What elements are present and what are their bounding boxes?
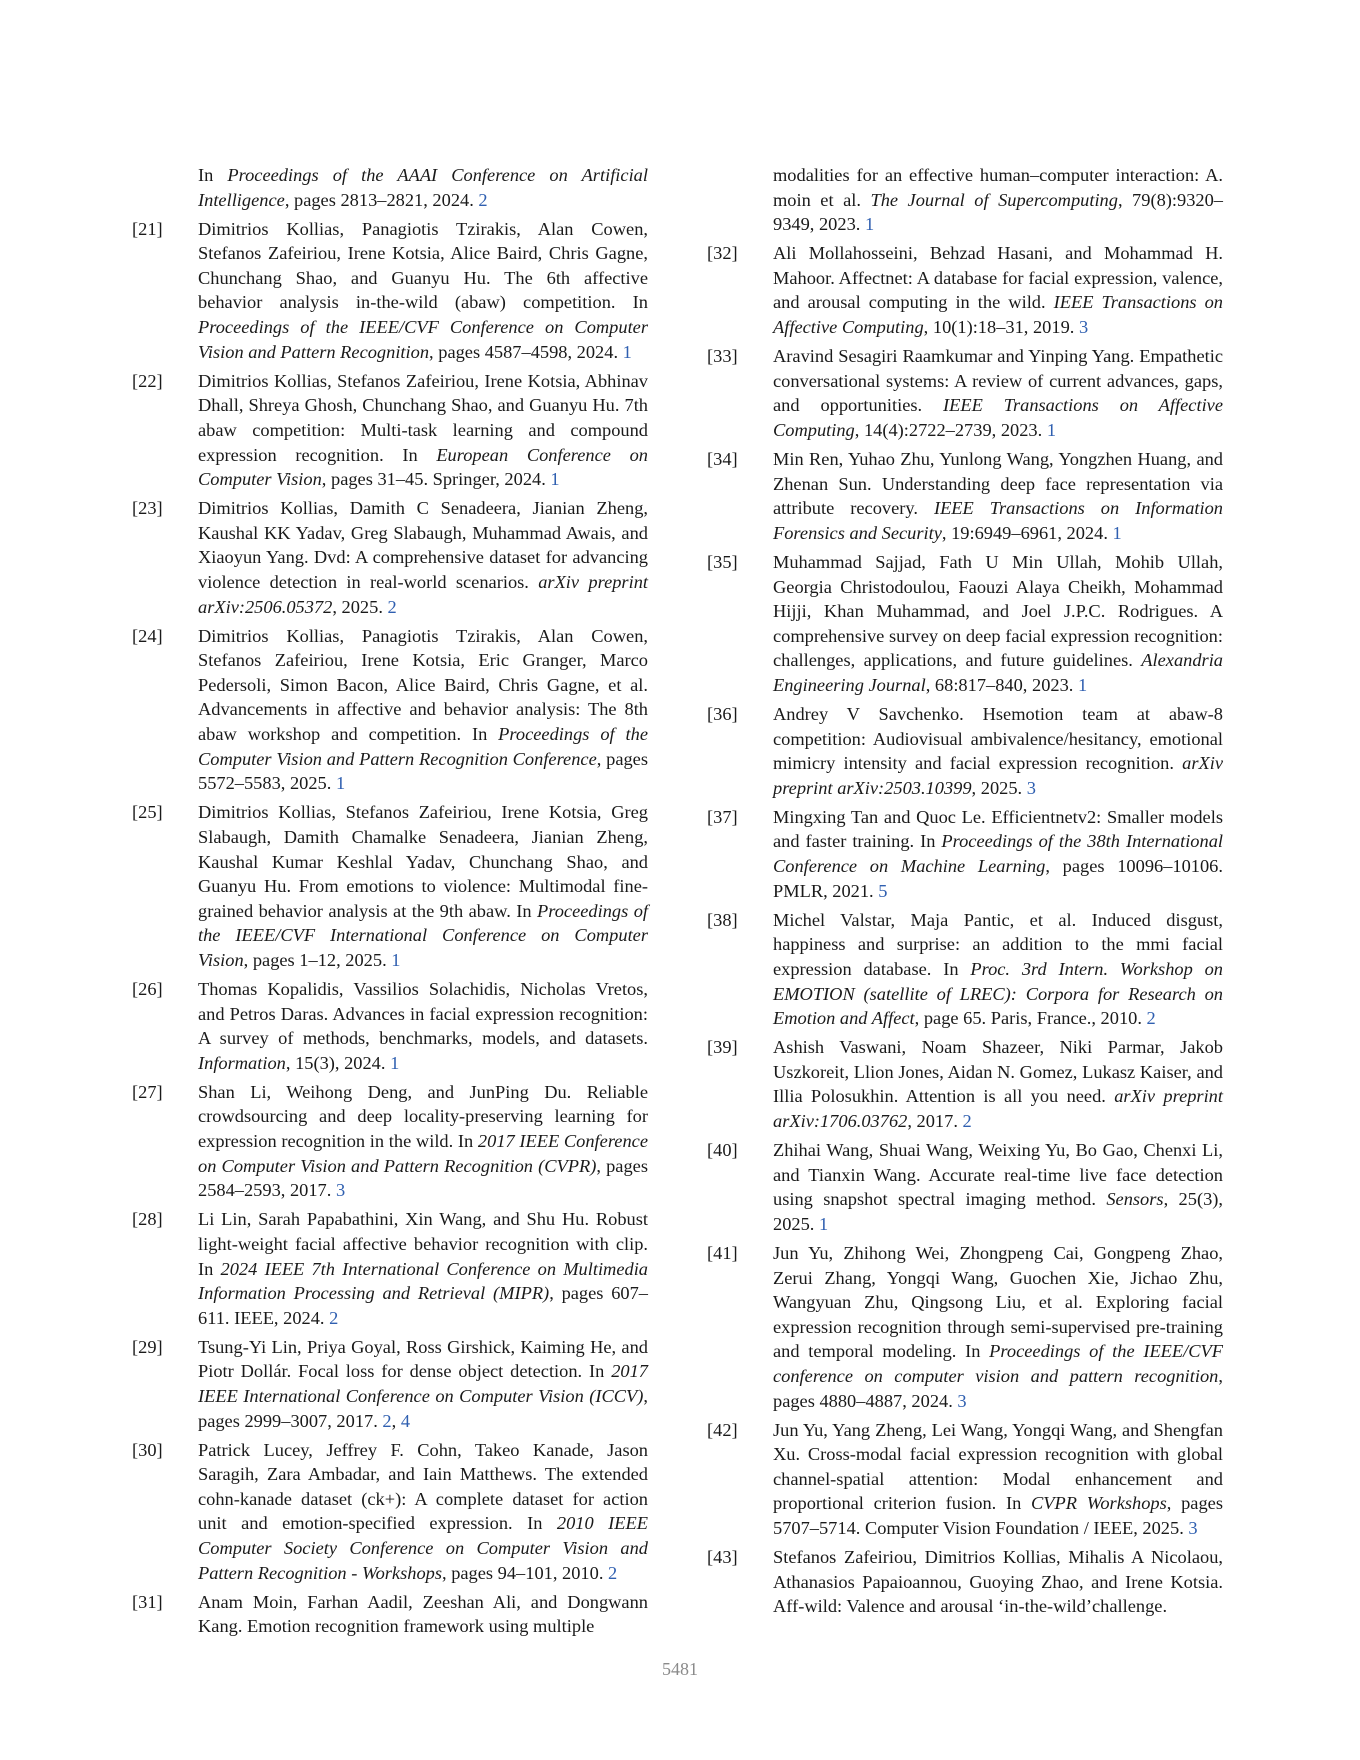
backref-link[interactable]: 2 xyxy=(382,1410,392,1431)
reference-text: Andrey V Savchenko. Hsemotion team at abaw-8 competition: Audiovisual ambivalence/hesitancy, emotional mimicry intensity and facial expression recognition. arXiv preprint arXiv:2503.10399, 2025. 3 xyxy=(773,703,1223,798)
backref-link[interactable]: 3 xyxy=(1026,777,1036,798)
reference-number: [30] xyxy=(132,1439,163,1460)
backref-link[interactable]: 1 xyxy=(550,469,560,490)
reference-text: In Proceedings of the AAAI Conference on Artificial Intelligence, pages 2813–2821, 2024. 2 xyxy=(198,165,648,210)
reference-number: [32] xyxy=(707,243,738,264)
reference-text: Michel Valstar, Maja Pantic, et al. Induced disgust, happiness and surprise: an addition to the mmi facial expression database. In Proc. 3rd Intern. Workshop on EMOTION (satellite of LREC): Corpora for Research on Emotion and Affect, page 65. Paris, France., 2010. 2 xyxy=(773,909,1224,1029)
venue-title: Sensors xyxy=(1106,1189,1164,1210)
venue-title: IEEE Transactions on Affective Computing xyxy=(773,395,1224,440)
venue-title: arXiv preprint arXiv:2503.10399 xyxy=(773,753,1223,798)
backref-link[interactable]: 3 xyxy=(335,1180,346,1201)
backref-link[interactable]: 1 xyxy=(391,949,401,970)
venue-title: The Journal of Supercomputing xyxy=(870,189,1118,210)
reference-text: Mingxing Tan and Quoc Le. Efficientnetv2: Smaller models and faster training. In Proceedings of the 38th International Conference on Machine Learning, pages 10096–10106. PMLR, 2021. 5 xyxy=(773,806,1223,901)
reference-text: Dimitrios Kollias, Stefanos Zafeiriou, Irene Kotsia, Greg Slabaugh, Damith Chamalke Senadeera, Jianian Zheng, Kaushal Kumar Keshlal Yadav, Chunchang Shao, and Guanyu Hu. From emotions to violence: Multimodal fine-grained behavior analysis at the 9th abaw. In Proceedings of the IEEE/CVF International Conference on Computer Vision, pages 1–12, 2025. 1 xyxy=(198,802,649,970)
reference-entry xyxy=(132,496,648,619)
reference-text: Tsung-Yi Lin, Priya Goyal, Ross Girshick, Kaiming He, and Piotr Dollár. Focal loss for dense object detection. In 2017 IEEE International Conference on Computer Vision (ICCV), pages 2999–3007, 2017. 2, 4 xyxy=(198,1336,648,1431)
reference-entry xyxy=(707,805,1223,903)
page-number: 5481 xyxy=(662,1659,698,1679)
reference-entry xyxy=(707,1138,1223,1236)
venue-title: Proceedings of the IEEE/CVF conference on computer vision and pattern recognition xyxy=(773,1341,1223,1386)
reference-text: Min Ren, Yuhao Zhu, Yunlong Wang, Yongzhen Huang, and Zhenan Sun. Understanding deep face representation via attribute recovery. IEEE Transactions on Information Forensics and Security, 19:6949–6961, 2024. 1 xyxy=(773,449,1223,543)
venue-title: 2010 IEEE Computer Society Conference on Computer Vision and Pattern Recognition - Workshops xyxy=(198,1513,648,1583)
venue-title: Proceedings of the IEEE/CVF Conference on Computer Vision and Pattern Recognition xyxy=(198,317,648,362)
reference-entry xyxy=(132,1335,648,1433)
reference-continuation xyxy=(736,163,1223,237)
backref-link[interactable]: 1 xyxy=(1046,419,1057,440)
backref-link[interactable]: 1 xyxy=(622,341,632,362)
reference-entry xyxy=(132,1080,648,1203)
reference-text: Dimitrios Kollias, Damith C Senadeera, Jianian Zheng, Kaushal KK Yadav, Greg Slabaugh, Muhammad Awais, and Xiaoyun Yang. Dvd: A comprehensive dataset for advancing violence detection in real-world scenarios. arXiv preprint arXiv:2506.05372, 2025. 2 xyxy=(198,498,648,617)
venue-title: Proceedings of the Computer Vision and Pattern Recognition Conference xyxy=(198,724,648,769)
backref-link[interactable]: 2 xyxy=(387,596,397,617)
reference-continuation xyxy=(161,163,648,212)
reference-text: Dimitrios Kollias, Panagiotis Tzirakis, Alan Cowen, Stefanos Zafeiriou, Irene Kotsia, Eric Granger, Marco Pedersoli, Simon Bacon, Alice Baird, Chris Gagne, et al. Advancements in affective and behavior analysis: The 8th abaw workshop and competition. In Proceedings of the Computer Vision and Pattern Recognition Conference, pages 5572–5583, 2025. 1 xyxy=(198,625,648,794)
reference-text: Zhihai Wang, Shuai Wang, Weixing Yu, Bo Gao, Chenxi Li, and Tianxin Wang. Accurate real-time live face detection using snapshot spectral imaging method. Sensors, 25(3), 2025. 1 xyxy=(773,1140,1223,1234)
backref-link[interactable]: 3 xyxy=(1078,317,1089,338)
reference-number: [42] xyxy=(707,1419,738,1440)
reference-entry xyxy=(707,1545,1223,1619)
reference-number: [41] xyxy=(707,1242,738,1263)
venue-title: Proceedings of the AAAI Conference on Artificial Intelligence xyxy=(198,165,648,210)
reference-number: [26] xyxy=(132,979,163,999)
reference-entry xyxy=(707,241,1223,339)
reference-number: [21] xyxy=(132,218,163,239)
reference-text: modalities for an effective human–computer interaction: A. moin et al. The Journal of Supercomputing, 79(8):9320–9349, 2023. 1 xyxy=(773,165,1223,235)
reference-number: [28] xyxy=(132,1209,163,1230)
venue-title: 2017 IEEE International Conference on Computer Vision (ICCV) xyxy=(198,1361,648,1406)
reference-number: [39] xyxy=(707,1037,738,1058)
reference-entry xyxy=(132,800,649,972)
reference-number: [31] xyxy=(132,1591,163,1612)
venue-title: IEEE Transactions on Information Forensics and Security xyxy=(773,498,1223,543)
reference-entry xyxy=(707,447,1223,545)
reference-number: [22] xyxy=(132,370,163,391)
venue-title: European Conference on Computer Vision xyxy=(198,444,648,490)
venue-title: Alexandria Engineering Journal xyxy=(773,650,1223,695)
reference-entry xyxy=(707,550,1223,698)
backref-link[interactable]: 3 xyxy=(1188,1517,1198,1538)
reference-entry xyxy=(132,1590,648,1639)
reference-entry xyxy=(132,1207,648,1330)
reference-text: Aravind Sesagiri Raamkumar and Yinping Yang. Empathetic conversational systems: A review of current advances, gaps, and opportunities. IEEE Transactions on Affective Computing, 14(4):2722–2739, 2023. 1 xyxy=(773,346,1224,440)
backref-link[interactable]: 1 xyxy=(1112,522,1122,543)
backref-link[interactable]: 1 xyxy=(335,773,346,794)
references-left-column xyxy=(132,163,649,1643)
reference-text: Dimitrios Kollias, Panagiotis Tzirakis, Alan Cowen, Stefanos Zafeiriou, Irene Kotsia, Alice Baird, Chris Gagne, Chunchang Shao, and Guanyu Hu. The 6th affective behavior analysis in-the-wild (abaw) competition. In Proceedings of the IEEE/CVF Conference on Computer Vision and Pattern Recognition, pages 4587–4598, 2024. 1 xyxy=(198,218,648,362)
reference-entry xyxy=(707,1035,1223,1133)
reference-entry xyxy=(707,1418,1223,1541)
reference-text: Ashish Vaswani, Noam Shazeer, Niki Parmar, Jakob Uszkoreit, Llion Jones, Aidan N. Gomez, Lukasz Kaiser, and Illia Polosukhin. Attention is all you need. arXiv preprint arXiv:1706.03762, 2017. 2 xyxy=(773,1037,1223,1131)
reference-number: [35] xyxy=(707,551,738,572)
reference-number: [34] xyxy=(707,449,738,470)
reference-text: Jun Yu, Zhihong Wei, Zhongpeng Cai, Gongpeng Zhao, Zerui Zhang, Yongqi Wang, Guochen Xie, Jichao Zhu, Wangyuan Zhu, Qingsong Liu, et al. Exploring facial expression recognition through semi-supervised pre-training and temporal modeling. In Proceedings of the IEEE/CVF conference on computer vision and pattern recognition, pages 4880–4887, 2024. 3 xyxy=(773,1242,1223,1411)
venue-title: Information xyxy=(198,1052,286,1073)
reference-number: [37] xyxy=(707,806,738,827)
backref-link[interactable]: 5 xyxy=(878,880,888,901)
reference-text: Ali Mollahosseini, Behzad Hasani, and Mohammad H. Mahoor. Affectnet: A database for facial expression, valence, and arousal computing in the wild. IEEE Transactions on Affective Computing, 10(1):18–31, 2019. 3 xyxy=(773,243,1223,338)
backref-link[interactable]: 3 xyxy=(957,1390,967,1411)
reference-entry xyxy=(707,1241,1223,1413)
reference-entry xyxy=(132,217,648,365)
reference-entry xyxy=(707,702,1223,800)
reference-number: [40] xyxy=(707,1140,738,1161)
venue-title: Proceedings of the IEEE/CVF International Conference on Computer Vision xyxy=(198,900,649,970)
backref-link[interactable]: 2 xyxy=(608,1562,618,1583)
backref-link[interactable]: 2 xyxy=(329,1307,339,1328)
venue-title: 2017 IEEE Conference on Computer Vision and Pattern Recognition (CVPR) xyxy=(198,1131,648,1176)
reference-number: [43] xyxy=(707,1547,738,1568)
reference-number: [25] xyxy=(132,802,163,823)
venue-title: 2024 IEEE 7th International Conference on Multimedia Information Processing and Retrieval (MIPR) xyxy=(198,1258,648,1304)
venue-title: IEEE Transactions on Affective Computing xyxy=(773,292,1223,338)
reference-text: Thomas Kopalidis, Vassilios Solachidis, Nicholas Vretos, and Petros Daras. Advances in facial expression recognition: A survey of methods, benchmarks, models, and datasets. Information, 15(3), 2024. 1 xyxy=(198,979,648,1073)
references-right-column xyxy=(707,163,1224,1623)
reference-number: [23] xyxy=(132,498,163,519)
backref-link[interactable]: 4 xyxy=(400,1410,411,1431)
backref-link[interactable]: 1 xyxy=(864,214,875,235)
reference-number: [27] xyxy=(132,1081,163,1102)
reference-number: [29] xyxy=(132,1336,163,1357)
backref-link[interactable]: 2 xyxy=(478,189,488,210)
backref-link[interactable]: 1 xyxy=(390,1052,400,1073)
reference-entry xyxy=(707,344,1224,442)
reference-entry xyxy=(132,1438,648,1586)
reference-text: Li Lin, Sarah Papabathini, Xin Wang, and Shu Hu. Robust light-weight facial affective behavior recognition with clip. In 2024 IEEE 7th International Conference on Multimedia Information Processing and Retrieval (MIPR), pages 607–611. IEEE, 2024. 2 xyxy=(198,1209,648,1328)
reference-entry xyxy=(707,908,1224,1031)
reference-number: [38] xyxy=(707,909,738,930)
venue-title: arXiv preprint arXiv:2506.05372 xyxy=(198,572,648,617)
reference-entry xyxy=(132,369,648,492)
backref-link[interactable]: 2 xyxy=(962,1110,972,1131)
reference-text: Anam Moin, Farhan Aadil, Zeeshan Ali, and Dongwann Kang. Emotion recognition framework using multiple xyxy=(198,1591,648,1637)
venue-title: arXiv preprint arXiv:1706.03762 xyxy=(773,1086,1223,1131)
reference-entry xyxy=(132,624,648,796)
reference-number: [33] xyxy=(707,346,738,367)
backref-link[interactable]: 1 xyxy=(1077,674,1088,695)
reference-text: Stefanos Zafeiriou, Dimitrios Kollias, Mihalis A Nicolaou, Athanasios Papaioannou, Guoying Zhao, and Irene Kotsia. Aff-wild: Valence and arousal ‘in-the-wild’challenge. xyxy=(773,1547,1223,1617)
reference-number: [36] xyxy=(707,703,738,724)
reference-number: [24] xyxy=(132,625,163,646)
reference-entry xyxy=(132,977,648,1075)
venue-title: Proc. 3rd Intern. Workshop on EMOTION (satellite of LREC): Corpora for Research on Emotion and Affect xyxy=(773,958,1224,1029)
reference-text: Patrick Lucey, Jeffrey F. Cohn, Takeo Kanade, Jason Saragih, Zara Ambadar, and Iain Matthews. The extended cohn-kanade dataset (ck+): A complete dataset for action unit and emotion-specified expression. In 2010 IEEE Computer Society Conference on Computer Vision and Pattern Recognition - Workshops, pages 94–101, 2010. 2 xyxy=(198,1439,648,1583)
backref-link[interactable]: 1 xyxy=(818,1213,829,1234)
reference-text: Jun Yu, Yang Zheng, Lei Wang, Yongqi Wang, and Shengfan Xu. Cross-modal facial expression recognition with global channel-spatial attention: Modal enhancement and proportional criterion fusion. In CVPR Workshops, pages 5707–5714. Computer Vision Foundation / IEEE, 2025. 3 xyxy=(773,1419,1223,1538)
backref-link[interactable]: 2 xyxy=(1146,1008,1156,1029)
reference-text: Shan Li, Weihong Deng, and JunPing Du. Reliable crowdsourcing and deep locality-preserving learning for expression recognition in the wild. In 2017 IEEE Conference on Computer Vision and Pattern Recognition (CVPR), pages 2584–2593, 2017. 3 xyxy=(198,1081,648,1201)
reference-text: Muhammad Sajjad, Fath U Min Ullah, Mohib Ullah, Georgia Christodoulou, Faouzi Alaya Cheikh, Mohammad Hijji, Khan Muhammad, and Joel J.P.C. Rodrigues. A comprehensive survey on deep facial expression recognition: challenges, applications, and future guidelines. Alexandria Engineering Journal, 68:817–840, 2023. 1 xyxy=(773,551,1223,695)
venue-title: Proceedings of the 38th International Conference on Machine Learning xyxy=(773,831,1223,877)
reference-text: Dimitrios Kollias, Stefanos Zafeiriou, Irene Kotsia, Abhinav Dhall, Shreya Ghosh, Chunchang Shao, and Guanyu Hu. 7th abaw competition: Multi-task learning and compound expression recognition. In European Conference on Computer Vision, pages 31–45. Springer, 2024. 1 xyxy=(198,370,648,490)
venue-title: CVPR Workshops xyxy=(1031,1493,1167,1514)
